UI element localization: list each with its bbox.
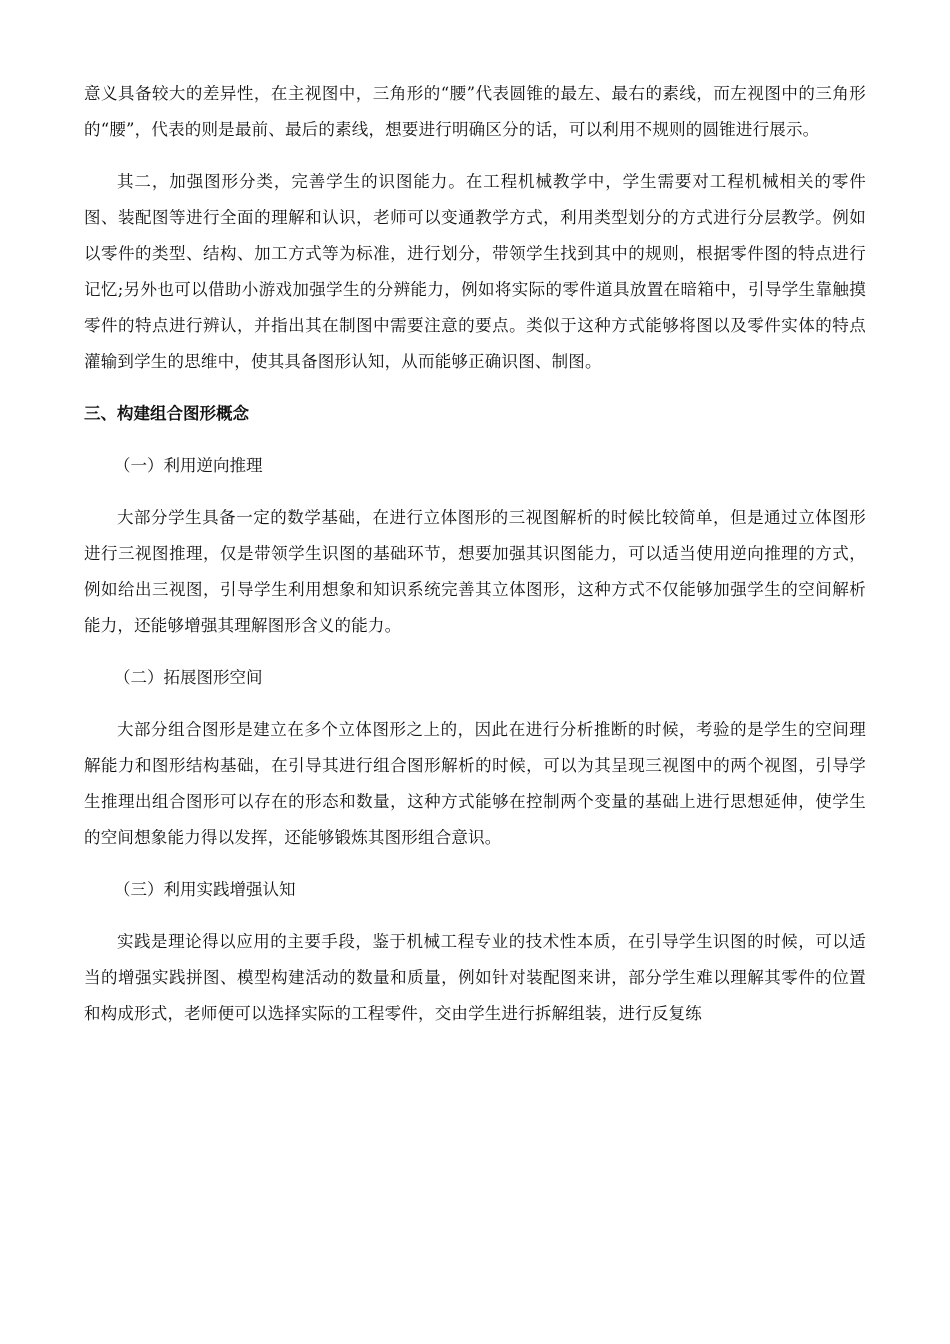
paragraph-figure-classification: 其二，加强图形分类，完善学生的识图能力。在工程机械教学中，学生需要对工程机械相关的零件图、装配图等进行全面的理解和认识，老师可以变通教学方式，利用类型划分的方式进行分层教学。例如以零件的类型、结构、加工方式等为标准，进行划分，带领学生找到其中的规则，根据零件图的特点进行记忆;另外也可以借助小游戏加强学生的分辨能力，例如将实际的零件道具放置在暗箱中，引导学生靠触摸零件的特点进行辨认，并指出其在制图中需要注意的要点。类似于这种方式能够将图以及零件实体的特点灌输到学生的思维中，使其具备图形认知，从而能够正确识图、制图。 [84, 172, 866, 371]
paragraph-cone-views: 意义具备较大的差异性，在主视图中，三角形的“腰”代表圆锥的最左、最右的素线，而左视图中的三角形的“腰”，代表的则是最前、最后的素线，想要进行明确区分的话，可以利用不规则的圆锥进行展示。 [84, 84, 866, 139]
subheading-reverse-reasoning: （一）利用逆向推理 [114, 456, 263, 475]
subheading-expand-space: （二）拓展图形空间 [114, 668, 263, 687]
document-page [84, 76, 866, 1048]
section-heading: 三、构建组合图形概念 [84, 404, 249, 423]
paragraph-expand-space: 大部分组合图形是建立在多个立体图形之上的，因此在进行分析推断的时候，考验的是学生的空间理解能力和图形结构基础，在引导其进行组合图形解析的时候，可以为其呈现三视图中的两个视图，引导学生推理出组合图形可以存在的形态和数量，这种方式能够在控制两个变量的基础上进行思想延伸，使学生的空间想象能力得以发挥，还能够锻炼其图形组合意识。 [84, 720, 866, 847]
paragraph-reverse-reasoning: 大部分学生具备一定的数学基础，在进行立体图形的三视图解析的时候比较简单，但是通过立体图形进行三视图推理，仅是带领学生识图的基础环节，想要加强其识图能力，可以适当使用逆向推理的方式，例如给出三视图，引导学生利用想象和知识系统完善其立体图形，这种方式不仅能够加强学生的空间解析能力，还能够增强其理解图形含义的能力。 [84, 508, 866, 635]
paragraph-practice: 实践是理论得以应用的主要手段，鉴于机械工程专业的技术性本质，在引导学生识图的时候，可以适当的增强实践拼图、模型构建活动的数量和质量，例如针对装配图来讲，部分学生难以理解其零件的位置和构成形式，老师便可以选择实际的工程零件，交由学生进行拆解组装，进行反复练 [84, 932, 866, 1023]
subheading-practice: （三）利用实践增强认知 [114, 880, 296, 899]
